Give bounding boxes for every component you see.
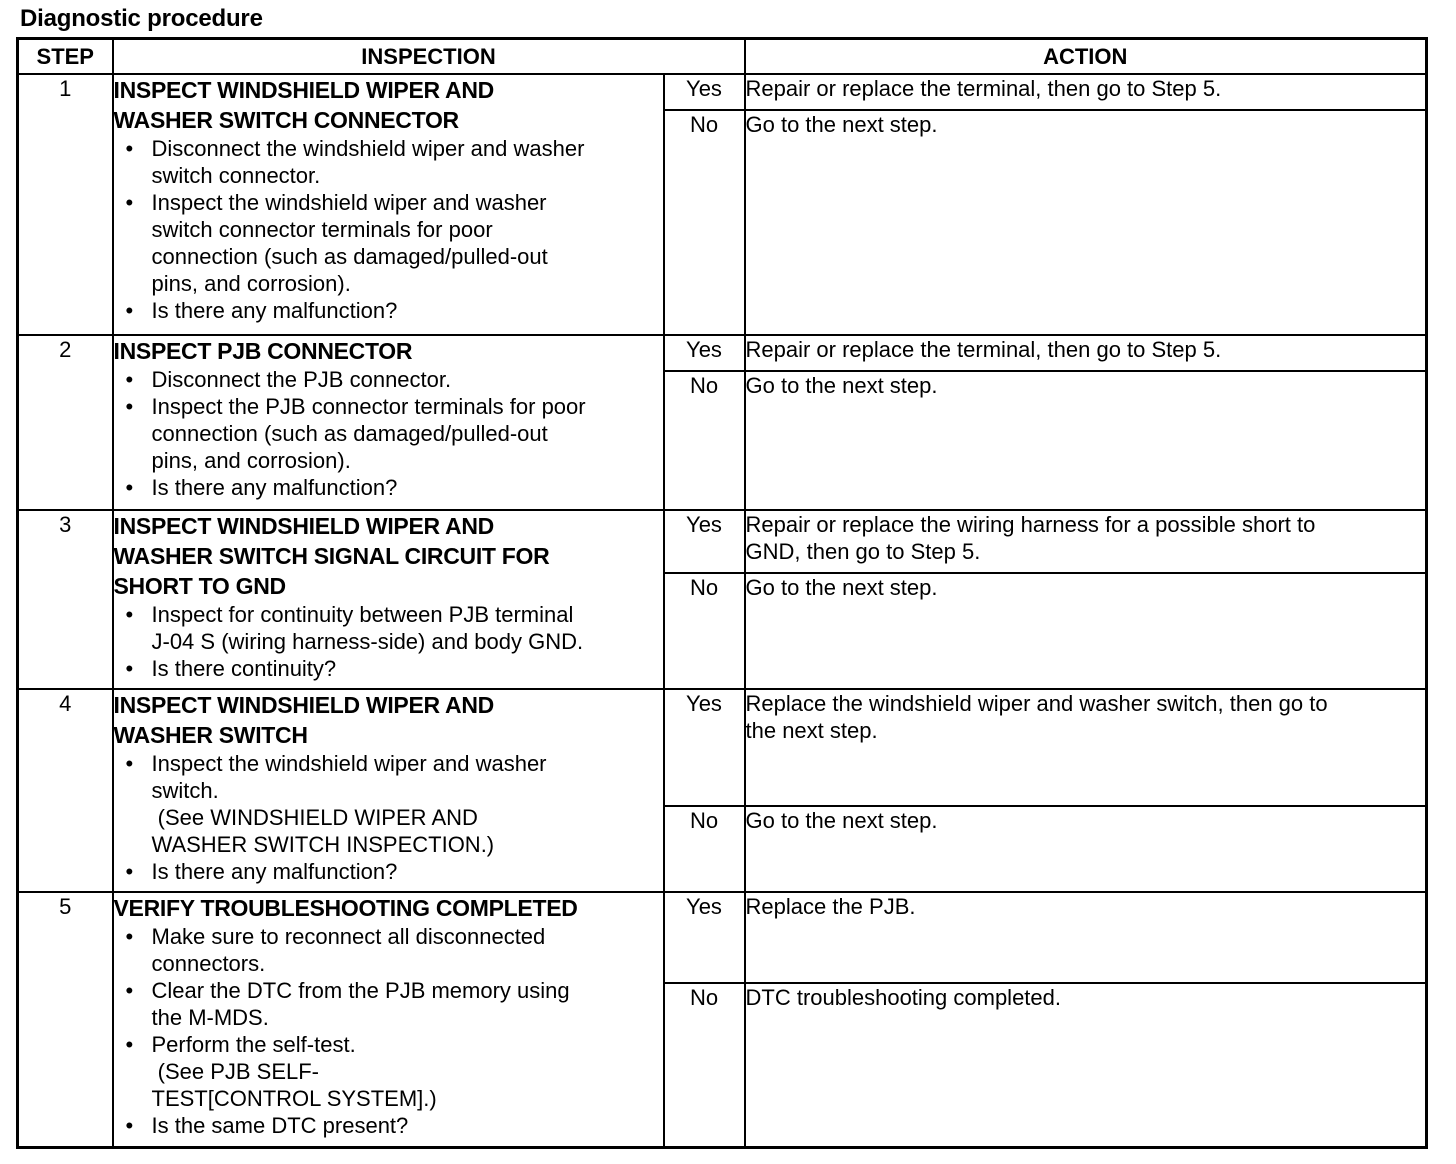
yes-label: Yes [664, 510, 745, 572]
inspection-bullet [114, 393, 663, 474]
yes-label: Yes [664, 892, 745, 982]
table-row [18, 74, 1427, 110]
inspection-bullet-line: • Is the same DTC present? [151, 1113, 409, 1139]
yes-action [745, 335, 1427, 371]
inspection-bullet-line: • Inspect for continuity between PJB terminal [151, 602, 574, 628]
header-action: ACTION [745, 39, 1427, 75]
inspection-cell [113, 335, 664, 510]
no-action-line: Go to the next step. [745, 574, 938, 600]
inspection-bullet [114, 858, 663, 885]
inspection-bullet [114, 474, 663, 501]
inspection-bullet-line: • Perform the self-test. [151, 1032, 356, 1058]
yes-action [745, 510, 1427, 572]
inspection-cell [113, 74, 664, 335]
header-step: STEP [18, 39, 113, 75]
inspection-bullet-line: J-04 S (wiring harness-side) and body GND. [151, 629, 584, 655]
no-action-line: Go to the next step. [745, 112, 938, 138]
yes-action-line: Repair or replace the terminal, then go to Step 5. [745, 76, 1222, 101]
inspection-bullet [114, 655, 663, 682]
inspection-bullet [114, 297, 663, 324]
step-number: 1 [18, 74, 113, 335]
header-inspection: INSPECTION [113, 39, 745, 75]
inspection-bullet-line: pins, and corrosion). [151, 271, 351, 296]
inspection-title-line: WASHER SWITCH [113, 722, 308, 749]
inspection-title [114, 690, 663, 750]
inspection-bullet-line: switch connector terminals for poor [151, 217, 493, 242]
inspection-bullet-line: TEST[CONTROL SYSTEM].) [151, 1086, 437, 1112]
inspection-bullet [114, 601, 663, 655]
inspection-bullet-line: (See WINDSHIELD WIPER AND [151, 805, 478, 831]
inspection-title-line: WASHER SWITCH CONNECTOR [113, 107, 459, 133]
inspection-bullet [114, 366, 663, 393]
inspection-bullets [114, 135, 663, 324]
inspection-cell [113, 892, 664, 1147]
inspection-bullet-line: • Is there any malfunction? [151, 298, 398, 323]
no-action-line: Go to the next step. [745, 373, 938, 399]
no-label: No [664, 573, 745, 690]
inspection-cell [113, 689, 664, 892]
inspection-bullet [114, 1112, 663, 1139]
inspection-title-line: SHORT TO GND [113, 573, 286, 600]
yes-action-line: Repair or replace the terminal, then go to Step 5. [745, 337, 1222, 363]
yes-label: Yes [664, 689, 745, 806]
no-label: No [664, 983, 745, 1148]
inspection-title-line: VERIFY TROUBLESHOOTING COMPLETED [113, 895, 578, 922]
document-title: Diagnostic procedure [20, 5, 263, 32]
inspection-bullet-line: • Is there continuity? [151, 656, 337, 682]
inspection-bullet [114, 923, 663, 977]
inspection-bullets [114, 366, 663, 501]
inspection-bullet [114, 1031, 663, 1112]
inspection-bullet-line: connectors. [151, 951, 266, 977]
yes-action-line: Replace the windshield wiper and washer switch, then go to [745, 691, 1328, 717]
no-action [745, 983, 1427, 1148]
yes-action [745, 689, 1427, 806]
inspection-bullets [114, 601, 663, 682]
inspection-bullet-line: • Inspect the windshield wiper and washer [151, 751, 547, 777]
inspection-bullet-line: • Make sure to reconnect all disconnected [151, 924, 546, 950]
diagnostic-procedure-table [16, 37, 1428, 1149]
table-row [18, 510, 1427, 572]
inspection-bullet [114, 135, 663, 189]
yes-action-line: Repair or replace the wiring harness for a possible short to [745, 512, 1316, 538]
yes-action [745, 74, 1427, 110]
yes-label: Yes [664, 74, 745, 110]
inspection-bullet-line: WASHER SWITCH INSPECTION.) [151, 832, 495, 858]
table-row [18, 892, 1427, 982]
table-body [18, 74, 1427, 1148]
inspection-cell [113, 510, 664, 689]
no-action [745, 806, 1427, 892]
no-action [745, 371, 1427, 510]
inspection-bullets [114, 750, 663, 885]
table-row [18, 335, 1427, 371]
inspection-bullet-line: • Inspect the windshield wiper and washer [151, 190, 547, 215]
inspection-bullet-line: switch connector. [151, 163, 321, 188]
yes-action-line: the next step. [745, 718, 878, 744]
inspection-bullets [114, 923, 663, 1139]
inspection-title-line: INSPECT WINDSHIELD WIPER AND [113, 692, 494, 719]
no-action [745, 110, 1427, 335]
inspection-bullet [114, 189, 663, 297]
yes-action [745, 892, 1427, 982]
inspection-title [114, 75, 663, 135]
inspection-title-line: INSPECT WINDSHIELD WIPER AND [113, 513, 494, 540]
yes-action-line: Replace the PJB. [745, 894, 916, 920]
inspection-bullet-line: • Is there any malfunction? [151, 859, 398, 885]
inspection-bullet [114, 750, 663, 858]
inspection-bullet-line: • Disconnect the windshield wiper and washer [151, 136, 585, 161]
inspection-bullet-line: • Inspect the PJB connector terminals for poor [151, 394, 586, 420]
yes-label: Yes [664, 335, 745, 371]
inspection-bullet-line: connection (such as damaged/pulled-out [151, 421, 548, 447]
step-number: 4 [18, 689, 113, 892]
inspection-bullet-line: the M-MDS. [151, 1005, 269, 1031]
inspection-title [114, 336, 663, 366]
no-label: No [664, 371, 745, 510]
step-number: 3 [18, 510, 113, 689]
inspection-bullet [114, 977, 663, 1031]
inspection-bullet-line: (See PJB SELF- [151, 1059, 320, 1085]
header-row [18, 39, 1427, 75]
inspection-bullet-line: switch. [151, 778, 219, 804]
step-number: 2 [18, 335, 113, 510]
no-action-line: Go to the next step. [745, 807, 938, 833]
inspection-bullet-line: • Clear the DTC from the PJB memory using [151, 978, 570, 1004]
inspection-title-line: WASHER SWITCH SIGNAL CIRCUIT FOR [113, 543, 550, 570]
inspection-bullet-line: connection (such as damaged/pulled-out [151, 244, 548, 269]
inspection-title-line: INSPECT WINDSHIELD WIPER AND [113, 77, 494, 103]
inspection-title [114, 893, 663, 923]
inspection-bullet-line: pins, and corrosion). [151, 448, 351, 474]
inspection-title [114, 511, 663, 601]
no-label: No [664, 110, 745, 335]
inspection-bullet-line: • Is there any malfunction? [151, 475, 398, 501]
no-action [745, 573, 1427, 690]
step-number: 5 [18, 892, 113, 1147]
inspection-bullet-line: • Disconnect the PJB connector. [151, 367, 452, 393]
no-action-line: DTC troubleshooting completed. [745, 984, 1061, 1010]
no-label: No [664, 806, 745, 892]
inspection-title-line: INSPECT PJB CONNECTOR [113, 338, 413, 365]
table-row [18, 689, 1427, 806]
yes-action-line: GND, then go to Step 5. [745, 539, 981, 565]
